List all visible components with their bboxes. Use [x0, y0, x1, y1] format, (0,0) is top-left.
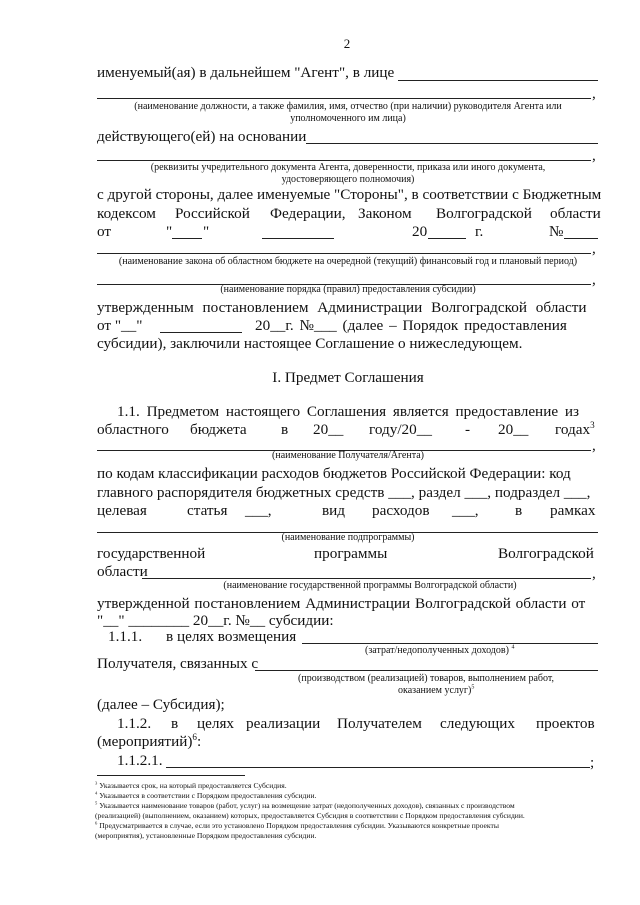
footnote-5: $^5$ Указывается наименование товаров (работ, услуг) на возмещение затрат (недополученных доходов), связанных с производством: [95, 800, 515, 810]
p1121-end: ;: [590, 754, 595, 771]
p111-num: 1.1.1.: [108, 628, 143, 645]
basis-blank: [306, 143, 598, 144]
parties-word-2: Российской: [175, 205, 250, 222]
parties-num-sign: №: [549, 223, 564, 240]
approved2-line-1: утвержденной постановлением Администрации Волгоградской области от: [97, 595, 586, 612]
p111-text: в целях возмещения: [166, 628, 297, 645]
agent-comma: ,: [592, 85, 596, 102]
agent-name-blank: [97, 98, 591, 99]
state-program-word-2: программы: [314, 545, 388, 562]
p112-word-6: следующих: [440, 715, 515, 732]
p11-word-2: бюджета: [190, 421, 247, 438]
production-caption-2: оказанием услуг)$^5$: [398, 684, 475, 696]
order-caption: (наименование порядка (правил) предоставления субсидии): [220, 284, 476, 295]
p111-blank: [302, 643, 598, 644]
law-caption: (наименование закона об областном бюджете на очередной (текущий) финансовый год и плановый период): [118, 256, 578, 267]
parties-day-blank: [172, 238, 202, 239]
parties-quote-close: ": [203, 223, 210, 240]
footnote-6-cont: (мероприятия), установленные Порядком предоставления субсидии.: [95, 831, 317, 840]
agent-caption-1: (наименование должности, а также фамилия, имя, отчество (при наличии) руководителя Агента или: [134, 101, 562, 112]
approved-line-3: субсидии), заключили настоящее Соглашение о нижеследующем.: [97, 335, 523, 352]
parties-word-6: области: [550, 205, 601, 222]
p11-word-1: областного: [97, 421, 169, 438]
state-program-blank: [142, 578, 591, 579]
law-blank: [97, 253, 591, 254]
parties-year-blank: [428, 238, 466, 239]
order-comma: ,: [592, 271, 596, 288]
agent-blank: [398, 80, 598, 81]
section-title: I. Предмет Соглашения: [272, 369, 424, 386]
codes-word-5: расходов: [372, 502, 430, 519]
parties-word-3: Федерации,: [270, 205, 346, 222]
parties-word-5: Волгоградской: [436, 205, 532, 222]
costs-caption: (затрат/недополученных доходов) $^4$: [365, 644, 515, 656]
codes-word-8: рамках: [550, 502, 596, 519]
basis-caption-1: (реквизиты учредительного документа Агента, доверенности, приказа или иного документа,: [150, 162, 546, 173]
state-program-oblast: области: [97, 563, 148, 580]
basis-doc-blank: [97, 160, 591, 161]
codes-word-4: вид: [322, 502, 346, 519]
approved-line-1: утвержденным постановлением Администрации Волгоградской области: [97, 299, 587, 316]
footnote-5-cont: (реализацией) (выполнением, оказанием) которых, предоставляется Субсидия в соответствии с Порядком предоставления субсидии.: [95, 811, 525, 820]
footnote-6: $^6$ Предусматривается в случае, если это установлено Порядком предоставления субсидии. Указываются конкретные проекты: [95, 820, 499, 830]
parties-word-4: Законом: [358, 205, 412, 222]
approved-ot: от "__": [97, 317, 143, 334]
p11-word-8: годах$^3$: [555, 419, 595, 438]
state-program-word-1: государственной: [97, 545, 206, 562]
p11-word-6: -: [465, 421, 471, 438]
basis-caption-2: удостоверяющего полномочия): [281, 174, 415, 185]
codes-word-7: в: [515, 502, 523, 519]
codes-word-6: ___,: [452, 502, 479, 519]
approved-year-line: 20__г. №___ (далее – Порядок предоставления: [255, 317, 567, 334]
p112-word-2: в: [171, 715, 179, 732]
agent-caption-2: уполномоченного им лица): [290, 113, 406, 124]
subsidy-text: (далее – Субсидия);: [97, 696, 225, 713]
codes-word-1: целевая: [97, 502, 147, 519]
footnote-separator: [97, 775, 245, 776]
parties-ot: от: [97, 223, 112, 240]
basis-comma: ,: [592, 147, 596, 164]
p112-word-1: 1.1.2.: [117, 715, 152, 732]
state-program-word-3: Волгоградской: [498, 545, 594, 562]
production-caption-1: (производством (реализацией) товаров, выполнением работ,: [298, 673, 554, 684]
recipient-related-blank: [255, 670, 598, 671]
approved2-line-2: "__" ________ 20__г. №__ субсидии:: [97, 612, 334, 629]
parties-word-1: кодексом: [97, 205, 156, 222]
law-comma: ,: [592, 240, 596, 257]
basis-line-text: действующего(ей) на основании: [97, 128, 307, 145]
p112-word-4: реализации: [246, 715, 321, 732]
p11-word-4: 20__: [313, 421, 344, 438]
codes-line-1: по кодам классификации расходов бюджетов Российской Федерации: код: [97, 465, 571, 482]
codes-line-2: главного распорядителя бюджетных средств ___, раздел ___, подраздел ___,: [97, 484, 591, 501]
p11-word-3: в: [281, 421, 289, 438]
p1121-num: 1.1.2.1.: [117, 752, 163, 769]
page-number: 2: [343, 36, 351, 51]
subprogram-caption: (наименование подпрограммы): [281, 532, 415, 543]
parties-year-prefix: 20: [412, 223, 428, 240]
recipient-comma: ,: [592, 437, 596, 454]
state-program-comma: ,: [592, 565, 596, 582]
p112-word-7: проектов: [536, 715, 595, 732]
p11-line-1: 1.1. Предметом настоящего Соглашения является предоставление из: [117, 403, 579, 420]
parties-line-1: с другой стороны, далее именуемые "Стороны", в соответствии с Бюджетным: [97, 186, 602, 203]
codes-word-2: статья: [187, 502, 228, 519]
p112-word-3: целях: [197, 715, 235, 732]
footnote-4: $^4$ Указывается в соответствии с Порядком предоставления субсидии.: [95, 790, 317, 800]
codes-word-3: ___,: [245, 502, 272, 519]
parties-month-blank: [262, 238, 334, 239]
parties-quote-open: ": [166, 223, 173, 240]
parties-year-suffix: г.: [475, 223, 484, 240]
p112-word-5: Получателем: [337, 715, 422, 732]
parties-num-blank: [564, 238, 598, 239]
recipient-related-text: Получателя, связанных с: [97, 655, 259, 672]
agent-line-text: именуемый(ая) в дальнейшем "Агент", в лице: [97, 64, 395, 81]
state-program-caption: (наименование государственной программы Волгоградской области): [223, 580, 517, 591]
footnote-3: $^3$ Указывается срок, на который предоставляется Субсидия.: [95, 780, 287, 790]
recipient-caption: (наименование Получателя/Агента): [272, 450, 424, 461]
p112-line-2: (мероприятий)$^6$:: [97, 731, 202, 750]
p11-word-5: году/20__: [369, 421, 432, 438]
p1121-blank: [166, 767, 590, 768]
approved-month-blank: [160, 332, 242, 333]
p11-word-7: 20__: [498, 421, 529, 438]
